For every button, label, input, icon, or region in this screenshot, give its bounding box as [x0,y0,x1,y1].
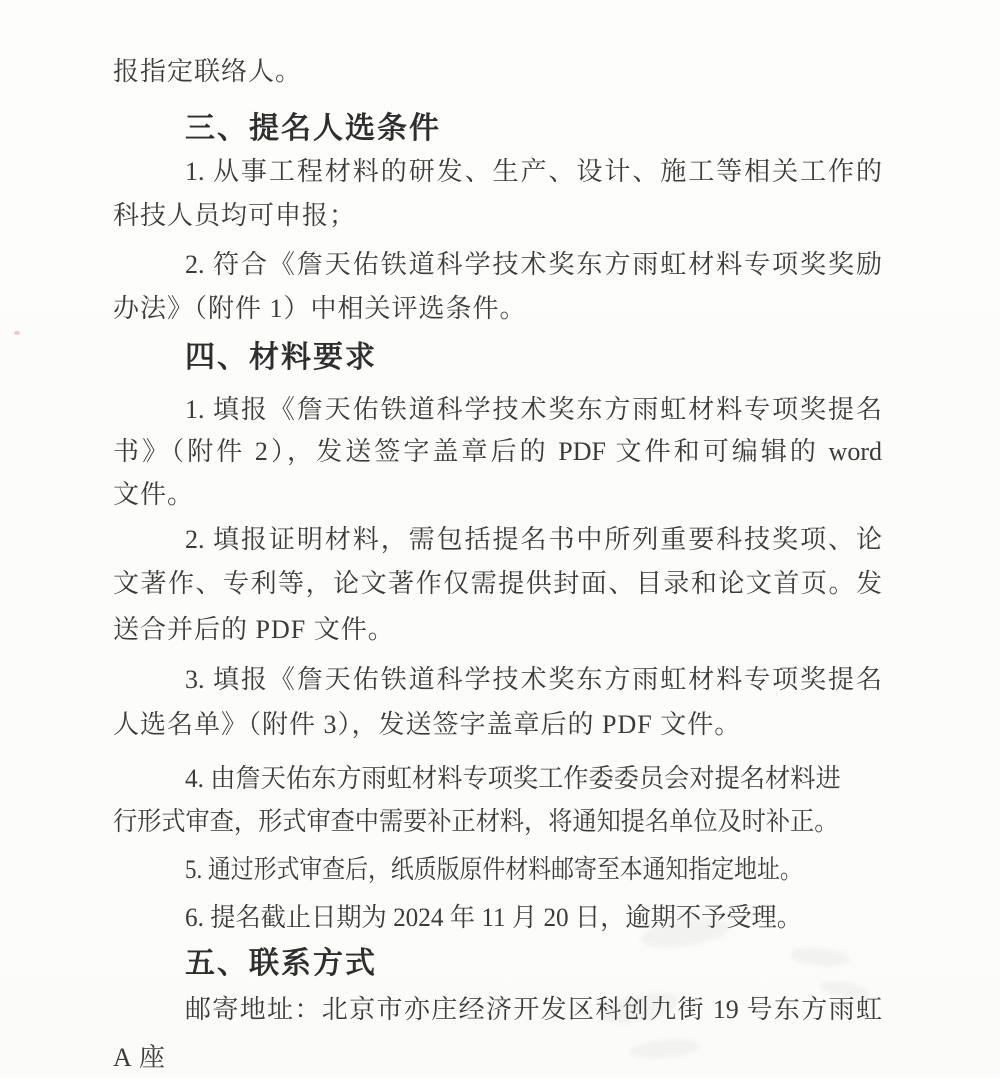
text-line: 文著作、专利等，论文著作仅需提供封面、目录和论文首页。发 [113,569,882,598]
text-line: 送合并后的 PDF 文件。 [113,615,395,644]
text-line: 5. 通过形式审查后，纸质版原件材料邮寄至本通知指定地址。 [185,855,803,884]
text-line: 办法》（附件 1）中相关评选条件。 [113,294,527,323]
text-line: 科技人员均可申报； [113,201,357,230]
text-line: 文件。 [113,480,195,509]
section-heading-4: 四、材料要求 [185,341,377,374]
text-line: 4. 由詹天佑东方雨虹材料专项奖工作委委员会对提名材料进 [185,764,841,793]
section-heading-5: 五、联系方式 [185,947,377,980]
text-line: 1. 填报《詹天佑铁道科学技术奖东方雨虹材料专项奖提名 [185,395,882,424]
text-line: 3. 填报《詹天佑铁道科学技术奖东方雨虹材料专项奖提名 [185,665,882,694]
text-line: 1. 从事工程材料的研发、生产、设计、施工等相关工作的 [185,157,882,186]
text-line: 行形式审查，形式审查中需要补正材料，将通知提名单位及时补正。 [113,807,839,836]
text-line: 2. 填报证明材料，需包括提名书中所列重要科技奖项、论 [185,525,882,554]
text-line: 人选名单》（附件 3），发送签字盖章后的 PDF 文件。 [113,710,742,739]
section-heading-3: 三、提名人选条件 [185,112,441,145]
text-line: 2. 符合《詹天佑铁道科学技术奖东方雨虹材料专项奖奖励 [185,250,882,279]
text-line: 邮寄地址：北京市亦庄经济开发区科创九街 19 号东方雨虹 [185,995,882,1024]
text-line: 报指定联络人。 [113,57,303,86]
text-line: 6. 提名截止日期为 2024 年 11 月 20 日，逾期不予受理。 [185,903,802,932]
scan-speck [14,331,20,335]
text-line: 书》（附件 2），发送签字盖章后的 PDF 文件和可编辑的 word [113,437,882,466]
text-line: A 座 [113,1043,166,1072]
